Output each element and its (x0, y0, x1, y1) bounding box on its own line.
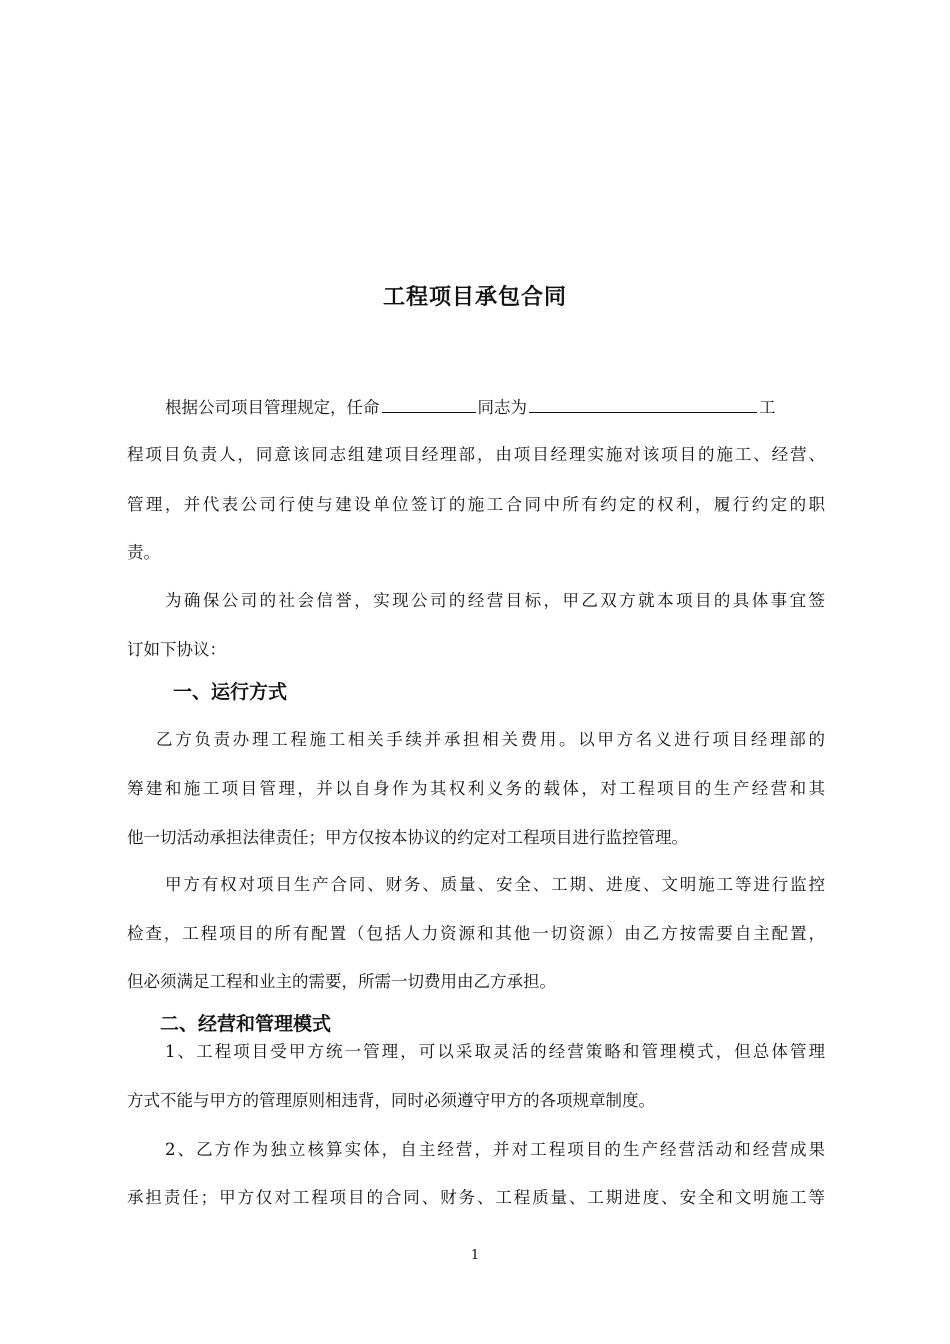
paragraph-line: 1、工程项目受甲方统一管理，可以采取灵活的经营策略和管理模式，但总体管理 (165, 1042, 825, 1061)
document-title: 工程项目承包合同 (382, 284, 567, 310)
section-heading: 二、经营和管理模式 (160, 1013, 332, 1035)
paragraph-line: 方式不能与甲方的管理原则相违背，同时必须遵守甲方的各项规章制度。 (127, 1091, 655, 1110)
text-segment: 工 (759, 398, 776, 417)
paragraph-line: 但必须满足工程和业主的需要，所需一切费用由乙方承担。 (127, 972, 556, 991)
paragraph-line: 订如下协议： (127, 640, 226, 659)
page-number: 1 (470, 1248, 480, 1263)
paragraph-line: 为确保公司的社会信誉，实现公司的经营目标，甲乙双方就本项目的具体事宜签 (165, 591, 825, 610)
paragraph-line (127, 394, 825, 420)
paragraph-line: 责。 (127, 543, 160, 562)
paragraph-line: 2、乙方作为独立核算实体，自主经营，并对工程项目的生产经营活动和经营成果 (165, 1140, 825, 1159)
paragraph-line: 承担责任；甲方仅对工程项目的合同、财务、工程质量、工期进度、安全和文明施工等 (127, 1188, 825, 1207)
paragraph-line: 管理，并代表公司行使与建设单位签订的施工合同中所有约定的权利，履行约定的职 (127, 495, 825, 514)
paragraph-line: 他一切活动承担法律责任；甲方仅按本协议的约定对工程项目进行监控管理。 (127, 828, 688, 847)
section-heading: 一、运行方式 (173, 681, 288, 703)
paragraph-line: 甲方有权对项目生产合同、财务、质量、安全、工期、进度、文明施工等进行监控 (165, 875, 825, 894)
blank-line-appointee (382, 394, 476, 413)
text-segment: 同志为 (477, 398, 527, 417)
text-segment: 根据公司项目管理规定，任命 (165, 398, 380, 417)
blank-line-project (529, 394, 757, 413)
paragraph-line: 检查，工程项目的所有配置（包括人力资源和其他一切资源）由乙方按需要自主配置， (127, 924, 825, 943)
paragraph-line: 程项目负责人，同意该同志组建项目经理部，由项目经理实施对该项目的施工、经营、 (127, 445, 825, 464)
paragraph-line: 乙方负责办理工程施工相关手续并承担相关费用。以甲方名义进行项目经理部的 (156, 730, 825, 749)
paragraph-line: 筹建和施工项目管理，并以自身作为其权利义务的载体，对工程项目的生产经营和其 (127, 779, 825, 798)
